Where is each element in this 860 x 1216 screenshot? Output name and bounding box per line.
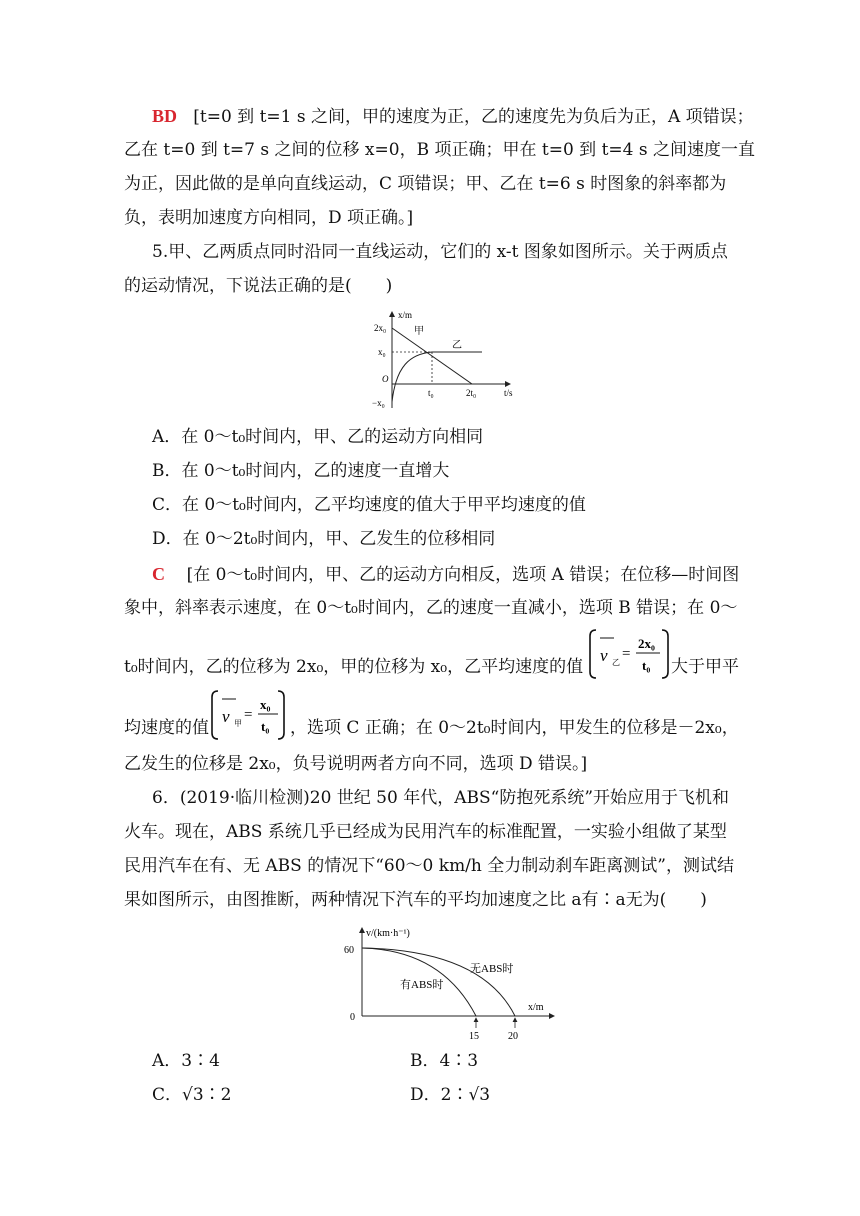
curve-label-no-abs: 无ABS时 [470,963,514,975]
question-stem: 民用汽车在有、无 ABS 的情况下“60～0 km/h 全力制动刹车距离测试”，测试结 [124,856,734,876]
svg-text:=: = [622,646,631,662]
fraction-subscript: 甲 [234,719,242,728]
origin-label: 0 [350,1012,355,1023]
svg-text:v: v [600,646,608,665]
explanation-line: 象中，斜率表示速度，在 0～t₀时间内，乙的速度一直减小，选项 B 错误；在 0～ [124,598,738,618]
svg-text:v: v [222,707,230,726]
option-b: B．在 0～t₀时间内，乙的速度一直增大 [152,461,450,481]
y-axis-label: v/(km·h⁻¹) [366,928,410,939]
explanation-line: 为正，因此做的是单向直线运动，C 项错误；甲、乙在 t=6 s 时图象的斜率都为 [124,174,727,194]
fraction-subscript: 乙 [612,658,620,667]
answer-label: BD [152,106,178,126]
option-a: A．3∶4 [152,1051,220,1071]
explanation-text: [t=0 到 t=1 s 之间，甲的速度为正，乙的速度先为负后为正，A 项错误； [193,107,754,127]
avg-velocity-yi-fraction [588,628,670,680]
fraction-denominator: t₀ [642,658,651,673]
explanation-line [124,656,583,678]
y-axis-label: x/m [398,310,413,320]
series-label-yi: 乙 [452,340,462,351]
explanation-text: [在 0～t₀时间内，甲、乙的运动方向相反，选项 A 错误；在位移—时间图 [186,565,740,585]
curve-label-abs: 有ABS时 [400,979,444,991]
question-stem: 火车。现在，ABS 系统几乎已经成为民用汽车的标准配置，一实验小组做了某型 [124,822,727,842]
question-stem: 5.甲、乙两质点同时沿同一直线运动，它们的 x-t 图象如图所示。关于两质点 [152,242,728,262]
y-tick-neg-x0: −x₀ [372,398,385,408]
y-tick-2x0: 2x₀ [374,323,387,333]
answer-label: C [152,564,165,584]
avg-velocity-jia-fraction [210,689,286,741]
fraction-numerator: 2x₀ [638,636,655,651]
origin-label: O [382,374,389,384]
x-axis-label: x/m [528,1002,544,1013]
explanation-line: 乙在 t=0 到 t=7 s 之间的位移 x=0，B 项正确；甲在 t=0 到 t=4 s 之间速度一直 [124,140,755,160]
explanation-line: 负，表明加速度方向相同，D 项正确。] [124,208,414,228]
fraction-numerator: x₀ [260,697,271,712]
vx-graph [332,924,562,1040]
svg-text:=: = [244,707,253,723]
explanation-text: 大于甲平 [671,657,739,677]
option-b: B．4∶3 [410,1051,479,1071]
x-axis-label: t/s [504,388,513,398]
explanation-text: ，选项 C 正确；在 0～2t₀时间内，甲发生的位移是－2x₀， [290,718,739,738]
x-tick-15: 15 [469,1031,479,1040]
question-stem: 果如图所示，由图推断，两种情况下汽车的平均加速度之比 a有∶a无为( ) [124,890,707,910]
question-stem: 的运动情况，下说法正确的是( ) [124,276,393,296]
explanation-line [124,717,209,739]
xt-graph [360,306,530,416]
x-tick-t0: t₀ [428,388,434,398]
x-tick-20: 20 [508,1031,518,1040]
explanation-line: 乙发生的位移是 2x₀，负号说明两者方向不同，选项 D 错误。] [124,754,588,774]
series-label-jia: 甲 [414,326,424,337]
option-c: C．在 0～t₀时间内，乙平均速度的值大于甲平均速度的值 [152,495,586,515]
answer-line-1 [152,105,754,128]
option-d: D．2∶√3 [410,1085,491,1105]
y-tick-x0: x₀ [378,347,386,357]
question-stem: 6．(2019·临川检测)20 世纪 50 年代，ABS“防抱死系统”开始应用于飞机和 [152,788,730,808]
x-tick-2t0: 2t₀ [466,388,477,398]
option-c: C．√3∶2 [152,1085,232,1105]
y-tick-60: 60 [344,945,354,956]
fraction-denominator: t₀ [261,719,270,734]
option-d: D．在 0～2t₀时间内，甲、乙发生的位移相同 [152,529,496,549]
option-a: A．在 0～t₀时间内，甲、乙的运动方向相同 [152,427,484,447]
explanation-text: t₀时间内，乙的位移为 2x₀，甲的位移为 x₀，乙平均速度的值 [124,657,584,677]
answer-line-q5 [152,563,739,586]
explanation-text: 均速度的值 [124,718,209,738]
